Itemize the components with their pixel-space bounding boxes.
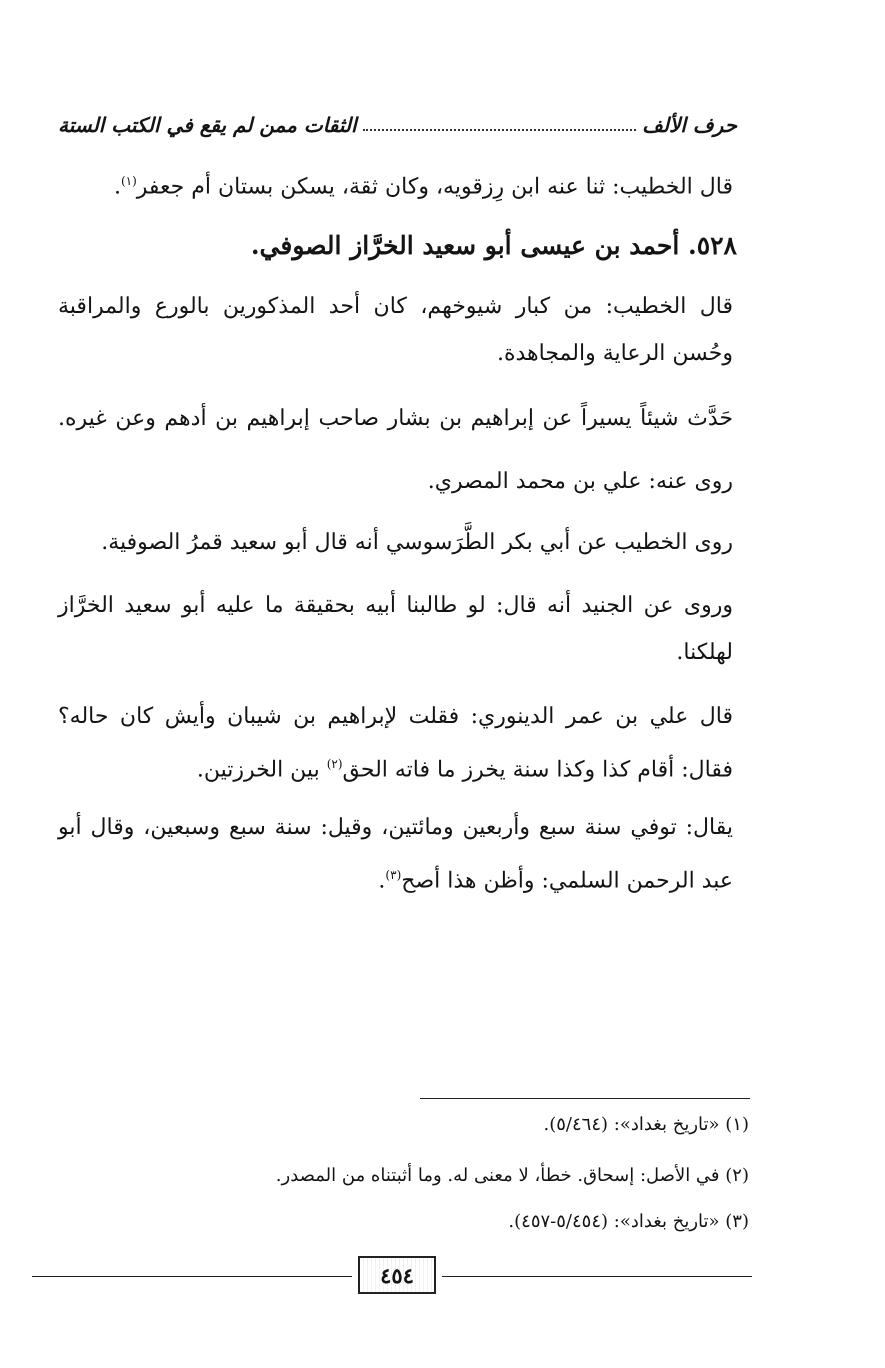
- footnote-3: (٣) «تاريخ بغداد»: (٥/٤٥٤-٤٥٧).: [508, 1211, 749, 1232]
- running-header: [58, 108, 737, 142]
- footer-rule-left: [32, 1276, 352, 1277]
- paragraph-5-line-1: وروى عن الجنيد أنه قال: لو طالبنا أبيه بحقيقة ما عليه أبو سعيد الخرَّاز: [58, 593, 733, 618]
- footnote-ref-1: (١): [120, 174, 137, 188]
- footnote-1: (١) «تاريخ بغداد»: (٥/٤٦٤).: [543, 1114, 749, 1135]
- paragraph-7-text-a: عبد الرحمن السلمي: وأظن هذا أصح: [401, 868, 733, 894]
- footnote-ref-3: (٣): [385, 868, 402, 882]
- footnote-separator: [420, 1098, 750, 1099]
- footnote-ref-2: (٢): [326, 757, 343, 771]
- paragraph-2: حَدَّث شيئاً يسيراً عن إبراهيم بن بشار صاحب إبراهيم بن أدهم وعن غيره.: [58, 406, 733, 431]
- paragraph-6-line-2: [58, 747, 733, 787]
- footnote-2: (٢) في الأصل: إسحاق. خطأ، لا معنى له. وما أثبتناه من المصدر.: [275, 1165, 749, 1186]
- continuation-end: .: [113, 174, 121, 200]
- continuation-line: [58, 164, 733, 204]
- paragraph-6-line-1: قال علي بن عمر الدينوري: فقلت لإبراهيم بن شيبان وأيش كان حاله؟: [58, 704, 734, 729]
- paragraph-5-line-2: لهلكنا.: [676, 640, 733, 665]
- paragraph-7-text-b: .: [378, 868, 386, 894]
- page-footer: [32, 1256, 752, 1296]
- paragraph-1-line-2: وحُسن الرعاية والمجاهدة.: [496, 341, 733, 366]
- paragraph-6-text-a: فقال: أقام كذا وكذا سنة يخرز ما فاته الحق: [342, 757, 733, 783]
- chapter-title: حرف الألف: [642, 113, 737, 137]
- paragraph-4: روى الخطيب عن أبي بكر الطَّرَسوسي أنه قال أبو سعيد قمرُ الصوفية.: [101, 530, 733, 555]
- page-number: ٤٥٤: [358, 1256, 436, 1294]
- entry-heading: ٥٢٨. أحمد بن عيسى أبو سعيد الخرَّاز الصوفي.: [250, 231, 737, 260]
- continuation-text: قال الخطيب: ثنا عنه ابن رِزقويه، وكان ثقة، يسكن بستان أم جعفر: [136, 174, 733, 200]
- paragraph-6-text-b: بين الخرزتين.: [196, 757, 327, 783]
- paragraph-1-line-1: قال الخطيب: من كبار شيوخهم، كان أحد المذكورين بالورع والمراقبة: [58, 294, 733, 319]
- paragraph-7-line-2: [58, 858, 733, 898]
- footer-rule-right: [442, 1276, 752, 1277]
- paragraph-7-line-1: يقال: توفي سنة سبع وأربعين ومائتين، وقيل: سنة سبع وسبعين، وقال أبو: [58, 815, 733, 840]
- paragraph-3: روى عنه: علي بن محمد المصري.: [427, 469, 733, 494]
- header-dot-leader: [363, 119, 637, 131]
- book-title: الثقات ممن لم يقع في الكتب الستة: [58, 113, 357, 137]
